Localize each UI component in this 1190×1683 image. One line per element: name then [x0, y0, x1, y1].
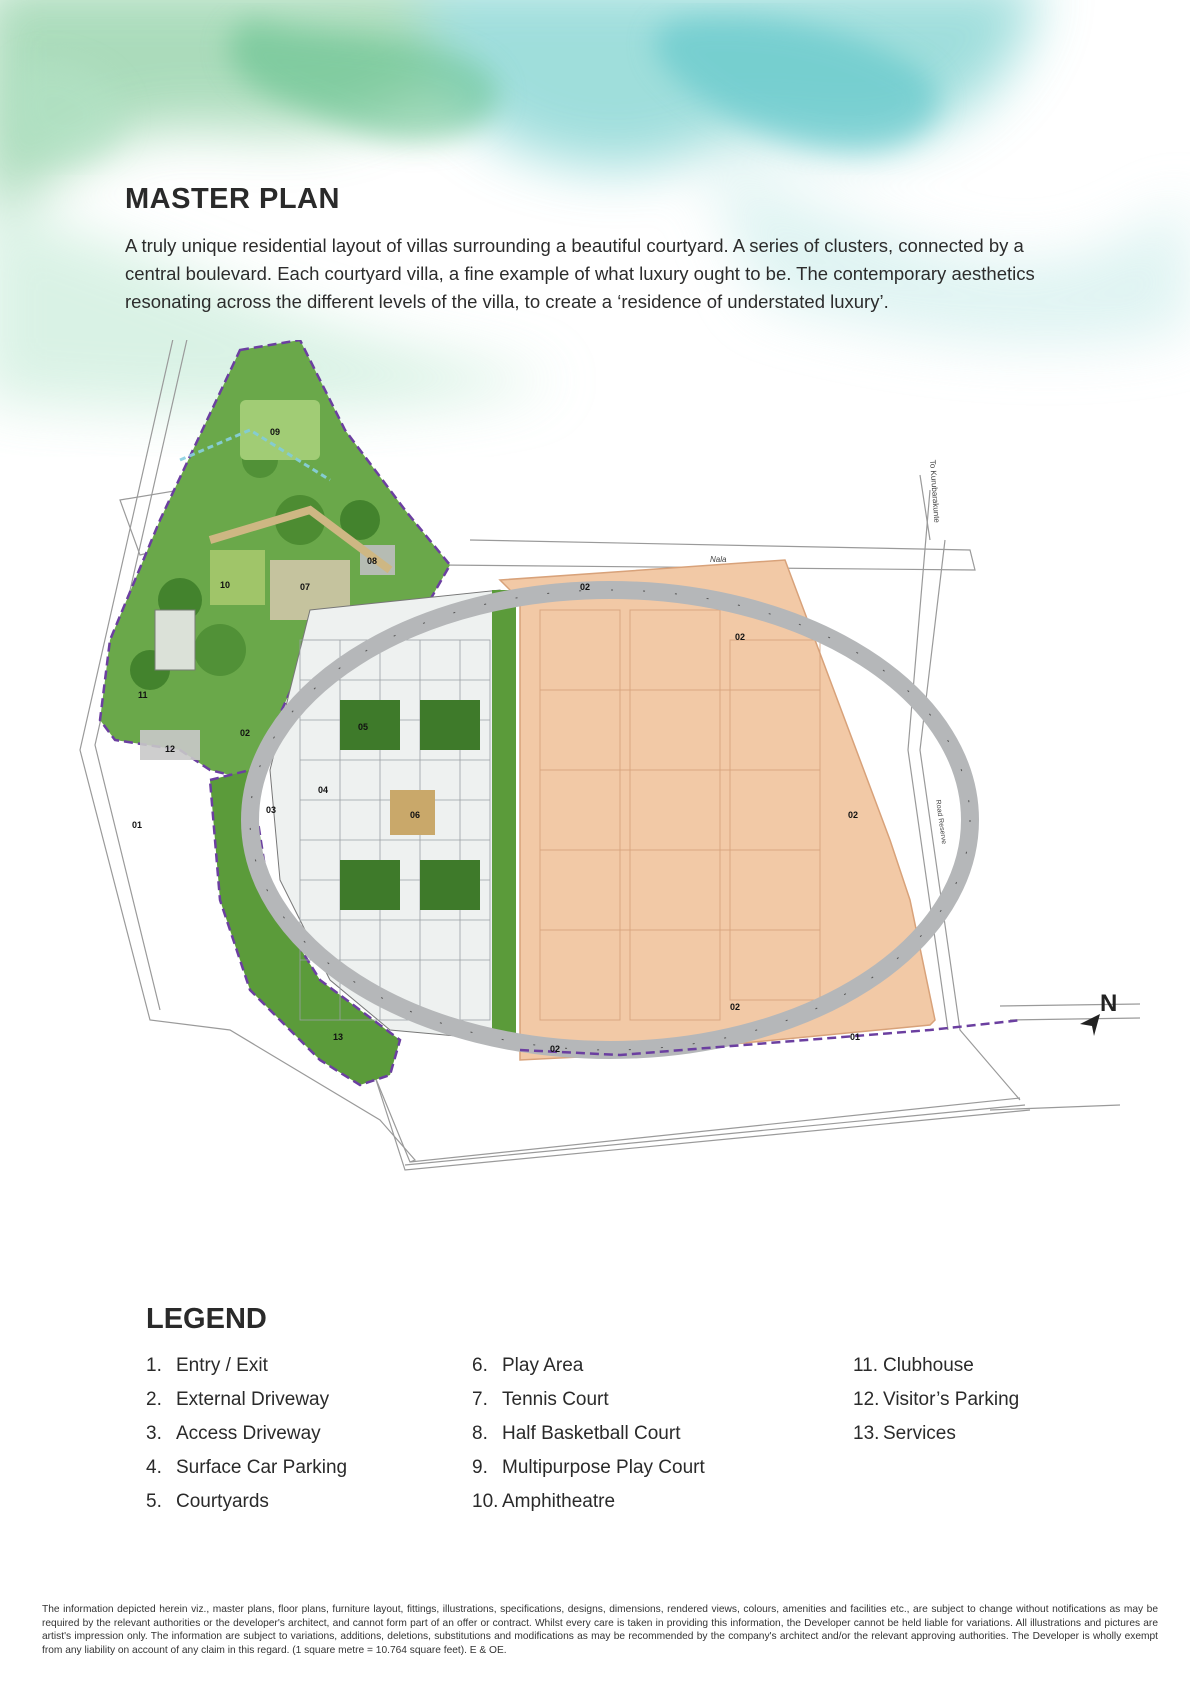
zone-label-02-se: 02 — [730, 1002, 741, 1012]
legend-item: 8. Half Basketball Court — [472, 1423, 681, 1444]
zone-label-10: 10 — [220, 580, 231, 590]
page-title: MASTER PLAN — [125, 183, 340, 215]
zone-label-13: 13 — [333, 1032, 344, 1042]
disclaimer-text: The information depicted herein viz., master plans, floor plans, furniture layout, fittings, illustrations, specifications, designs, dimensions, rendered views, colours, amenities and facilities etc., are subject to change without notifications as may be required by the relevant authorities or the developer's architect, and cannot form part of an offer or contract. Whilst every care is taken in providing this information, the Developer cannot be held liable for variations. All illustrations and pictures are artist's impression only. The information are subject to variations, additions, deletions, substitutions and modifications as may be recommended by the company's architect and/or the relevant approving authorities. The Developer is wholly exempt from any liability on account of any claim in this regard. (1 square metre = 10.764 square feet). E & OE. — [42, 1604, 1158, 1656]
legend-title: LEGEND — [146, 1303, 267, 1335]
zone-label-08: 08 — [367, 556, 378, 566]
zone-label-02-west: 02 — [240, 728, 251, 738]
legend-item: 10. Amphitheatre — [472, 1491, 616, 1512]
zone-label-01-west: 01 — [132, 820, 143, 830]
legend-column-2 — [472, 1355, 705, 1525]
zone-label-12: 12 — [165, 744, 176, 754]
legend-item: 12. Visitor’s Parking — [853, 1389, 1020, 1410]
legend-item: 3. Access Driveway — [146, 1423, 321, 1444]
legend-item: 4. Surface Car Parking — [146, 1457, 348, 1478]
legend-item: 11. Clubhouse — [853, 1355, 974, 1376]
zone-label-05: 05 — [358, 722, 369, 732]
zone-label-01-east: 01 — [850, 1032, 861, 1042]
master-plan-map — [60, 340, 1140, 1260]
legend-item: 7. Tennis Court — [472, 1389, 609, 1410]
zone-label-09: 09 — [270, 427, 281, 437]
intro-paragraph: A truly unique residential layout of villas surrounding a beautiful courtyard. A series of clusters, connected by a central boulevard. Each courtyard villa, a fine example of what luxury ought to be. The contemporary aesthetics resonating across the different levels of the villa, to create a ‘residence of understated luxury’. — [125, 235, 1035, 312]
road-label-nala: Nala — [710, 555, 727, 564]
north-label: N — [1100, 990, 1118, 1017]
legend-item: 1. Entry / Exit — [146, 1355, 268, 1376]
zone-label-02-east: 02 — [848, 810, 859, 820]
zone-label-11: 11 — [138, 690, 148, 700]
zone-label-02-south: 02 — [550, 1044, 561, 1054]
legend-item: 6. Play Area — [472, 1355, 584, 1376]
zone-label-06: 06 — [410, 810, 421, 820]
zone-label-03: 03 — [266, 805, 277, 815]
legend-item: 9. Multipurpose Play Court — [472, 1457, 705, 1478]
legend-item: 13. Services — [853, 1423, 956, 1444]
legend-column-1 — [146, 1355, 347, 1525]
zone-label-02-ne: 02 — [735, 632, 746, 642]
legend-column-3 — [853, 1355, 1019, 1457]
zone-label-02-north: 02 — [580, 582, 591, 592]
zone-label-07: 07 — [300, 582, 311, 592]
zone-label-04: 04 — [318, 785, 329, 795]
road-label-road-reserve: Road Reserve — [934, 799, 948, 845]
road-label-kurubarakunte: To Kurubarakunte — [928, 459, 942, 524]
central-green-band — [492, 590, 516, 1040]
legend-item: 2. External Driveway — [146, 1389, 330, 1410]
legend-item: 5. Courtyards — [146, 1491, 269, 1512]
